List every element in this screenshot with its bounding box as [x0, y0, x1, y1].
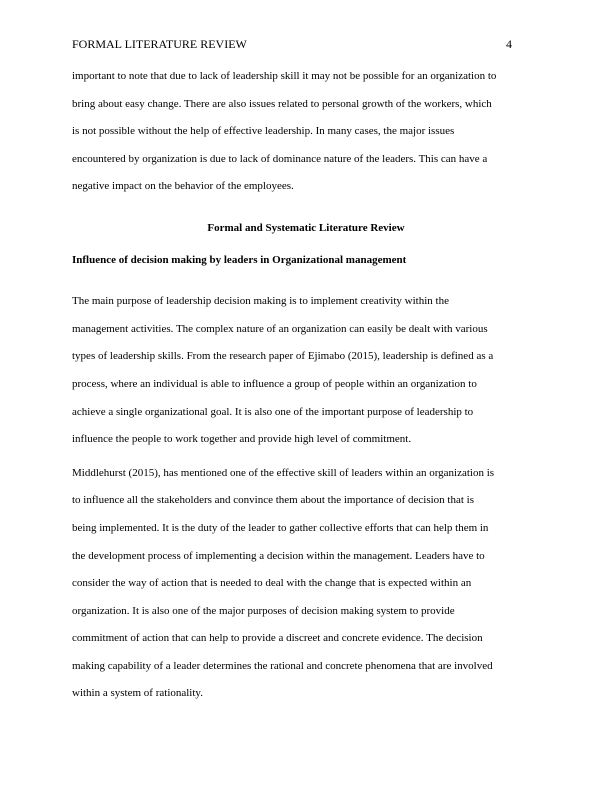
text-line: the development process of implementing a decision within the management. Leaders have to: [72, 549, 485, 562]
paragraph-1: [72, 288, 540, 454]
text-line: management activities. The complex nature of an organization can easily be dealt with various: [72, 322, 488, 335]
running-head-title: FORMAL LITERATURE REVIEW: [72, 37, 247, 51]
text-line: important to note that due to lack of leadership skill it may not be possible for an organization to: [72, 70, 497, 82]
text-line: is not possible without the help of effective leadership. In many cases, the major issues: [72, 125, 455, 138]
text-line: process, where an individual is able to influence a group of people within an organization to: [72, 377, 477, 390]
text-line: being implemented. It is the duty of the leader to gather collective efforts that can help them in: [72, 521, 489, 534]
subsection-heading: Influence of decision making by leaders in Organizational management: [72, 253, 407, 266]
text-line: to influence all the stakeholders and convince them about the importance of decision that is: [72, 494, 474, 507]
intro-paragraph: [72, 63, 540, 201]
text-line: bring about easy change. There are also issues related to personal growth of the workers, which: [72, 97, 492, 110]
text-line: organization. It is also one of the major purposes of decision making system to provide: [72, 604, 455, 617]
paragraph-2: [72, 460, 540, 708]
text-line: within a system of rationality.: [72, 687, 203, 700]
text-line: commitment of action that can help to provide a discreet and concrete evidence. The decision: [72, 632, 483, 645]
text-line: influence the people to work together and provide high level of commitment.: [72, 433, 412, 446]
text-line: The main purpose of leadership decision making is to implement creativity within the: [72, 295, 449, 308]
text-line: negative impact on the behavior of the employees.: [72, 180, 294, 193]
text-line: Middlehurst (2015), has mentioned one of the effective skill of leaders within an organization is: [72, 466, 495, 479]
text-line: encountered by organization is due to lack of dominance nature of the leaders. This can have a: [72, 152, 488, 165]
text-line: types of leadership skills. From the research paper of Ejimabo (2015), leadership is defined as a: [72, 350, 494, 363]
document-body: [72, 63, 540, 708]
text-line: consider the way of action that is needed to deal with the change that is expected within an: [72, 577, 472, 590]
page-number: 4: [506, 37, 512, 51]
text-line: achieve a single organizational goal. It is also one of the important purpose of leadership to: [72, 405, 474, 418]
running-head: [72, 36, 512, 52]
text-line: making capability of a leader determines the rational and concrete phenomena that are involved: [72, 659, 493, 672]
section-heading: Formal and Systematic Literature Review: [207, 221, 405, 234]
